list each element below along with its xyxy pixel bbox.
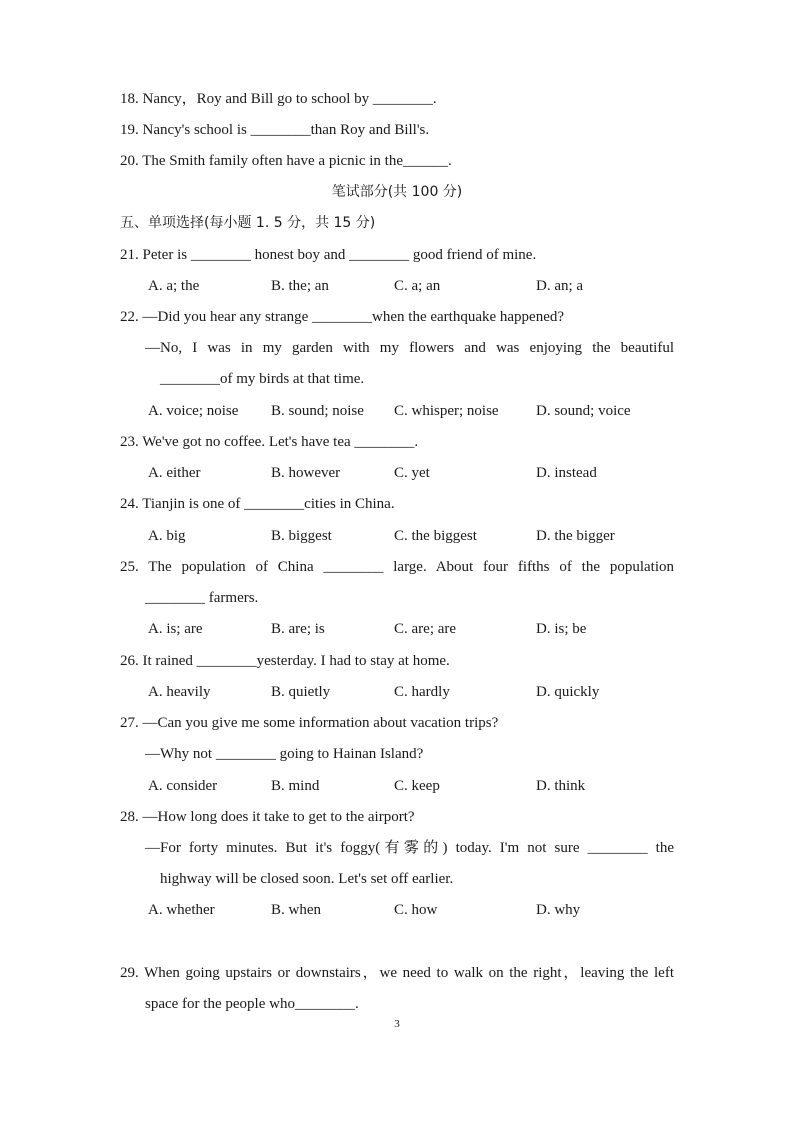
option-b: B. are; is bbox=[271, 621, 325, 637]
question-28-stem-line2: —For forty minutes. But it's foggy(有雾的) today. I'm not sure ________ the bbox=[145, 840, 674, 856]
question-20: 20. The Smith family often have a picnic in the______. bbox=[120, 153, 452, 169]
option-d: D. think bbox=[536, 778, 586, 794]
option-b: B. quietly bbox=[271, 684, 331, 700]
option-a: A. either bbox=[148, 465, 201, 481]
option-a: A. consider bbox=[148, 778, 218, 794]
option-a: A. heavily bbox=[148, 684, 211, 700]
option-a: A. a; the bbox=[148, 278, 200, 294]
option-c: C. whisper; noise bbox=[394, 403, 499, 419]
option-c: C. yet bbox=[394, 465, 430, 481]
option-c: C. are; are bbox=[394, 621, 457, 637]
option-d: D. sound; voice bbox=[536, 403, 631, 419]
option-a: A. big bbox=[148, 528, 186, 544]
question-25-stem-line2: ________ farmers. bbox=[145, 590, 259, 606]
option-b: B. biggest bbox=[271, 528, 332, 544]
question-21-stem: 21. Peter is ________ honest boy and ________ good friend of mine. bbox=[120, 247, 537, 263]
question-27-stem-line1: 27. —Can you give me some information about vacation trips? bbox=[120, 715, 499, 731]
option-c: C. keep bbox=[394, 778, 440, 794]
option-a: A. is; are bbox=[148, 621, 203, 637]
option-b: B. however bbox=[271, 465, 341, 481]
option-b: B. the; an bbox=[271, 278, 329, 294]
page-number: 3 bbox=[394, 1018, 400, 1030]
option-a: A. voice; noise bbox=[148, 403, 239, 419]
option-c: C. the biggest bbox=[394, 528, 477, 544]
question-19: 19. Nancy's school is ________than Roy and Bill's. bbox=[120, 122, 430, 138]
question-22-stem-line1: 22. —Did you hear any strange ________when the earthquake happened? bbox=[120, 309, 565, 325]
question-18: 18. Nancy，Roy and Bill go to school by ________. bbox=[120, 91, 437, 107]
option-d: D. quickly bbox=[536, 684, 600, 700]
option-b: B. when bbox=[271, 902, 321, 918]
section-5-title: 五、单项选择(每小题 1. 5 分，共 15 分) bbox=[120, 215, 376, 231]
question-24-stem: 24. Tianjin is one of ________cities in China. bbox=[120, 496, 395, 512]
question-26-stem: 26. It rained ________yesterday. I had to stay at home. bbox=[120, 653, 450, 669]
question-28-stem-line3: highway will be closed soon. Let's set off earlier. bbox=[160, 871, 454, 887]
option-c: C. a; an bbox=[394, 278, 441, 294]
option-c: C. how bbox=[394, 902, 438, 918]
option-b: B. mind bbox=[271, 778, 320, 794]
option-d: D. why bbox=[536, 902, 581, 918]
question-23-stem: 23. We've got no coffee. Let's have tea ________. bbox=[120, 434, 419, 450]
question-22-stem-line2: —No, I was in my garden with my flowers and was enjoying the beautiful bbox=[145, 340, 674, 356]
question-27-stem-line2: —Why not ________ going to Hainan Island? bbox=[145, 746, 424, 762]
question-29-stem-line1: 29. When going upstairs or downstairs，we need to walk on the right，leaving the left bbox=[120, 965, 674, 981]
written-part-title: 笔试部分(共 100 分) bbox=[331, 184, 463, 200]
question-22-stem-line3: ________of my birds at that time. bbox=[160, 371, 365, 387]
question-28-stem-line1: 28. —How long does it take to get to the airport? bbox=[120, 809, 415, 825]
option-c: C. hardly bbox=[394, 684, 450, 700]
option-d: D. is; be bbox=[536, 621, 587, 637]
option-a: A. whether bbox=[148, 902, 215, 918]
option-b: B. sound; noise bbox=[271, 403, 364, 419]
question-25-stem-line1: 25. The population of China ________ large. About four fifths of the population bbox=[120, 559, 674, 575]
option-d: D. instead bbox=[536, 465, 597, 481]
question-29-stem-line2: space for the people who________. bbox=[145, 996, 359, 1012]
option-d: D. an; a bbox=[536, 278, 584, 294]
option-d: D. the bigger bbox=[536, 528, 615, 544]
